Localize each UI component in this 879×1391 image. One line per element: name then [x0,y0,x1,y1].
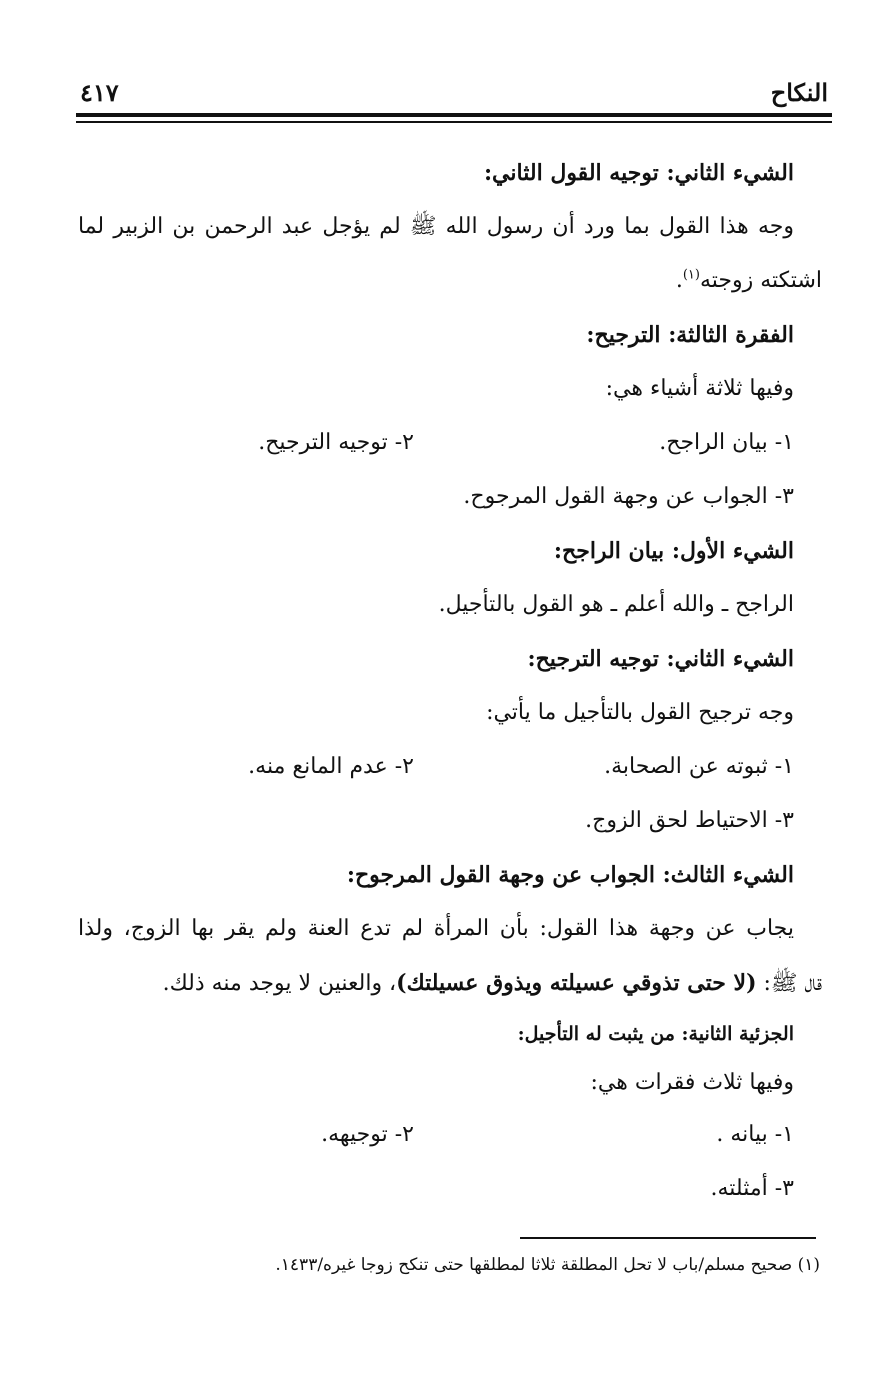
list-item: ٣- الجواب عن وجهة القول المرجوح. [463,484,794,509]
paragraph-line: اشتكته زوجته$^{(١)}$. [675,267,822,293]
paragraph-line: قال ﷺ: (لا حتى تذوقي عسيلته ويذوق عسيلتك)، والعنين لا يوجد منه ذلك. [162,970,822,996]
footnote-ref: (١) [682,267,700,283]
paragraph-line: وفيها ثلاثة أشياء هي: [605,376,794,401]
list-item: ١- ثبوته عن الصحابة. [604,754,794,779]
footnote-rule [520,1237,816,1239]
list-item: ٢- توجيه الترجيح. [258,430,414,455]
paragraph-line: وجه هذا القول بما ورد أن رسول الله ﷺ لم يؤجل عبد الرحمن بن الزبير لما [78,214,794,239]
heading-second-part: الجزئية الثانية: من يثبت له التأجيل: [517,1023,794,1045]
list-item: ٢- توجيهه. [321,1122,414,1147]
paragraph-line: يجاب عن وجهة هذا القول: بأن المرأة لم تدع العنة ولم يقر بها الزوج، ولذا [78,916,794,941]
heading-third-thing: الشيء الثالث: الجواب عن وجهة القول المرجوح: [346,862,794,888]
list-item: ٣- أمثلته. [710,1176,794,1201]
paragraph-line: الراجح ـ والله أعلم ـ هو القول بالتأجيل. [438,592,794,617]
heading-first-thing: الشيء الأول: بيان الراجح: [553,538,794,564]
heading-third-paragraph: الفقرة الثالثة: الترجيح: [586,322,794,348]
list-row [78,740,794,794]
paragraph-line: وفيها ثلاث فقرات هي: [590,1070,794,1095]
page-body [78,146,822,1216]
page-number: ٤١٧ [80,78,119,107]
header-rule-thick [76,113,832,117]
list-item: ٣- الاحتياط لحق الزوج. [585,808,794,833]
header-rule-thin [76,121,832,123]
list-item: ١- بيانه . [716,1122,794,1147]
heading-second-thing-2: الشيء الثاني: توجيه الترجيح: [527,646,794,672]
page-header [76,78,832,112]
footnote: (١) صحيح مسلم/باب لا تحل المطلقة ثلاثا لمطلقها حتى تنكح زوجا غيره/١٤٣٣. [275,1255,820,1275]
list-item: ٢- عدم المانع منه. [248,754,414,779]
list-item: ١- بيان الراجح. [659,430,794,455]
heading-second-thing: الشيء الثاني: توجيه القول الثاني: [483,160,794,186]
hadith-quote: (لا حتى تذوقي عسيلته ويذوق عسيلتك) [396,970,757,996]
list-row [78,1108,794,1162]
paragraph-line: وجه ترجيح القول بالتأجيل ما يأتي: [486,700,794,725]
chapter-title: النكاح [770,78,828,107]
list-row [78,416,794,470]
